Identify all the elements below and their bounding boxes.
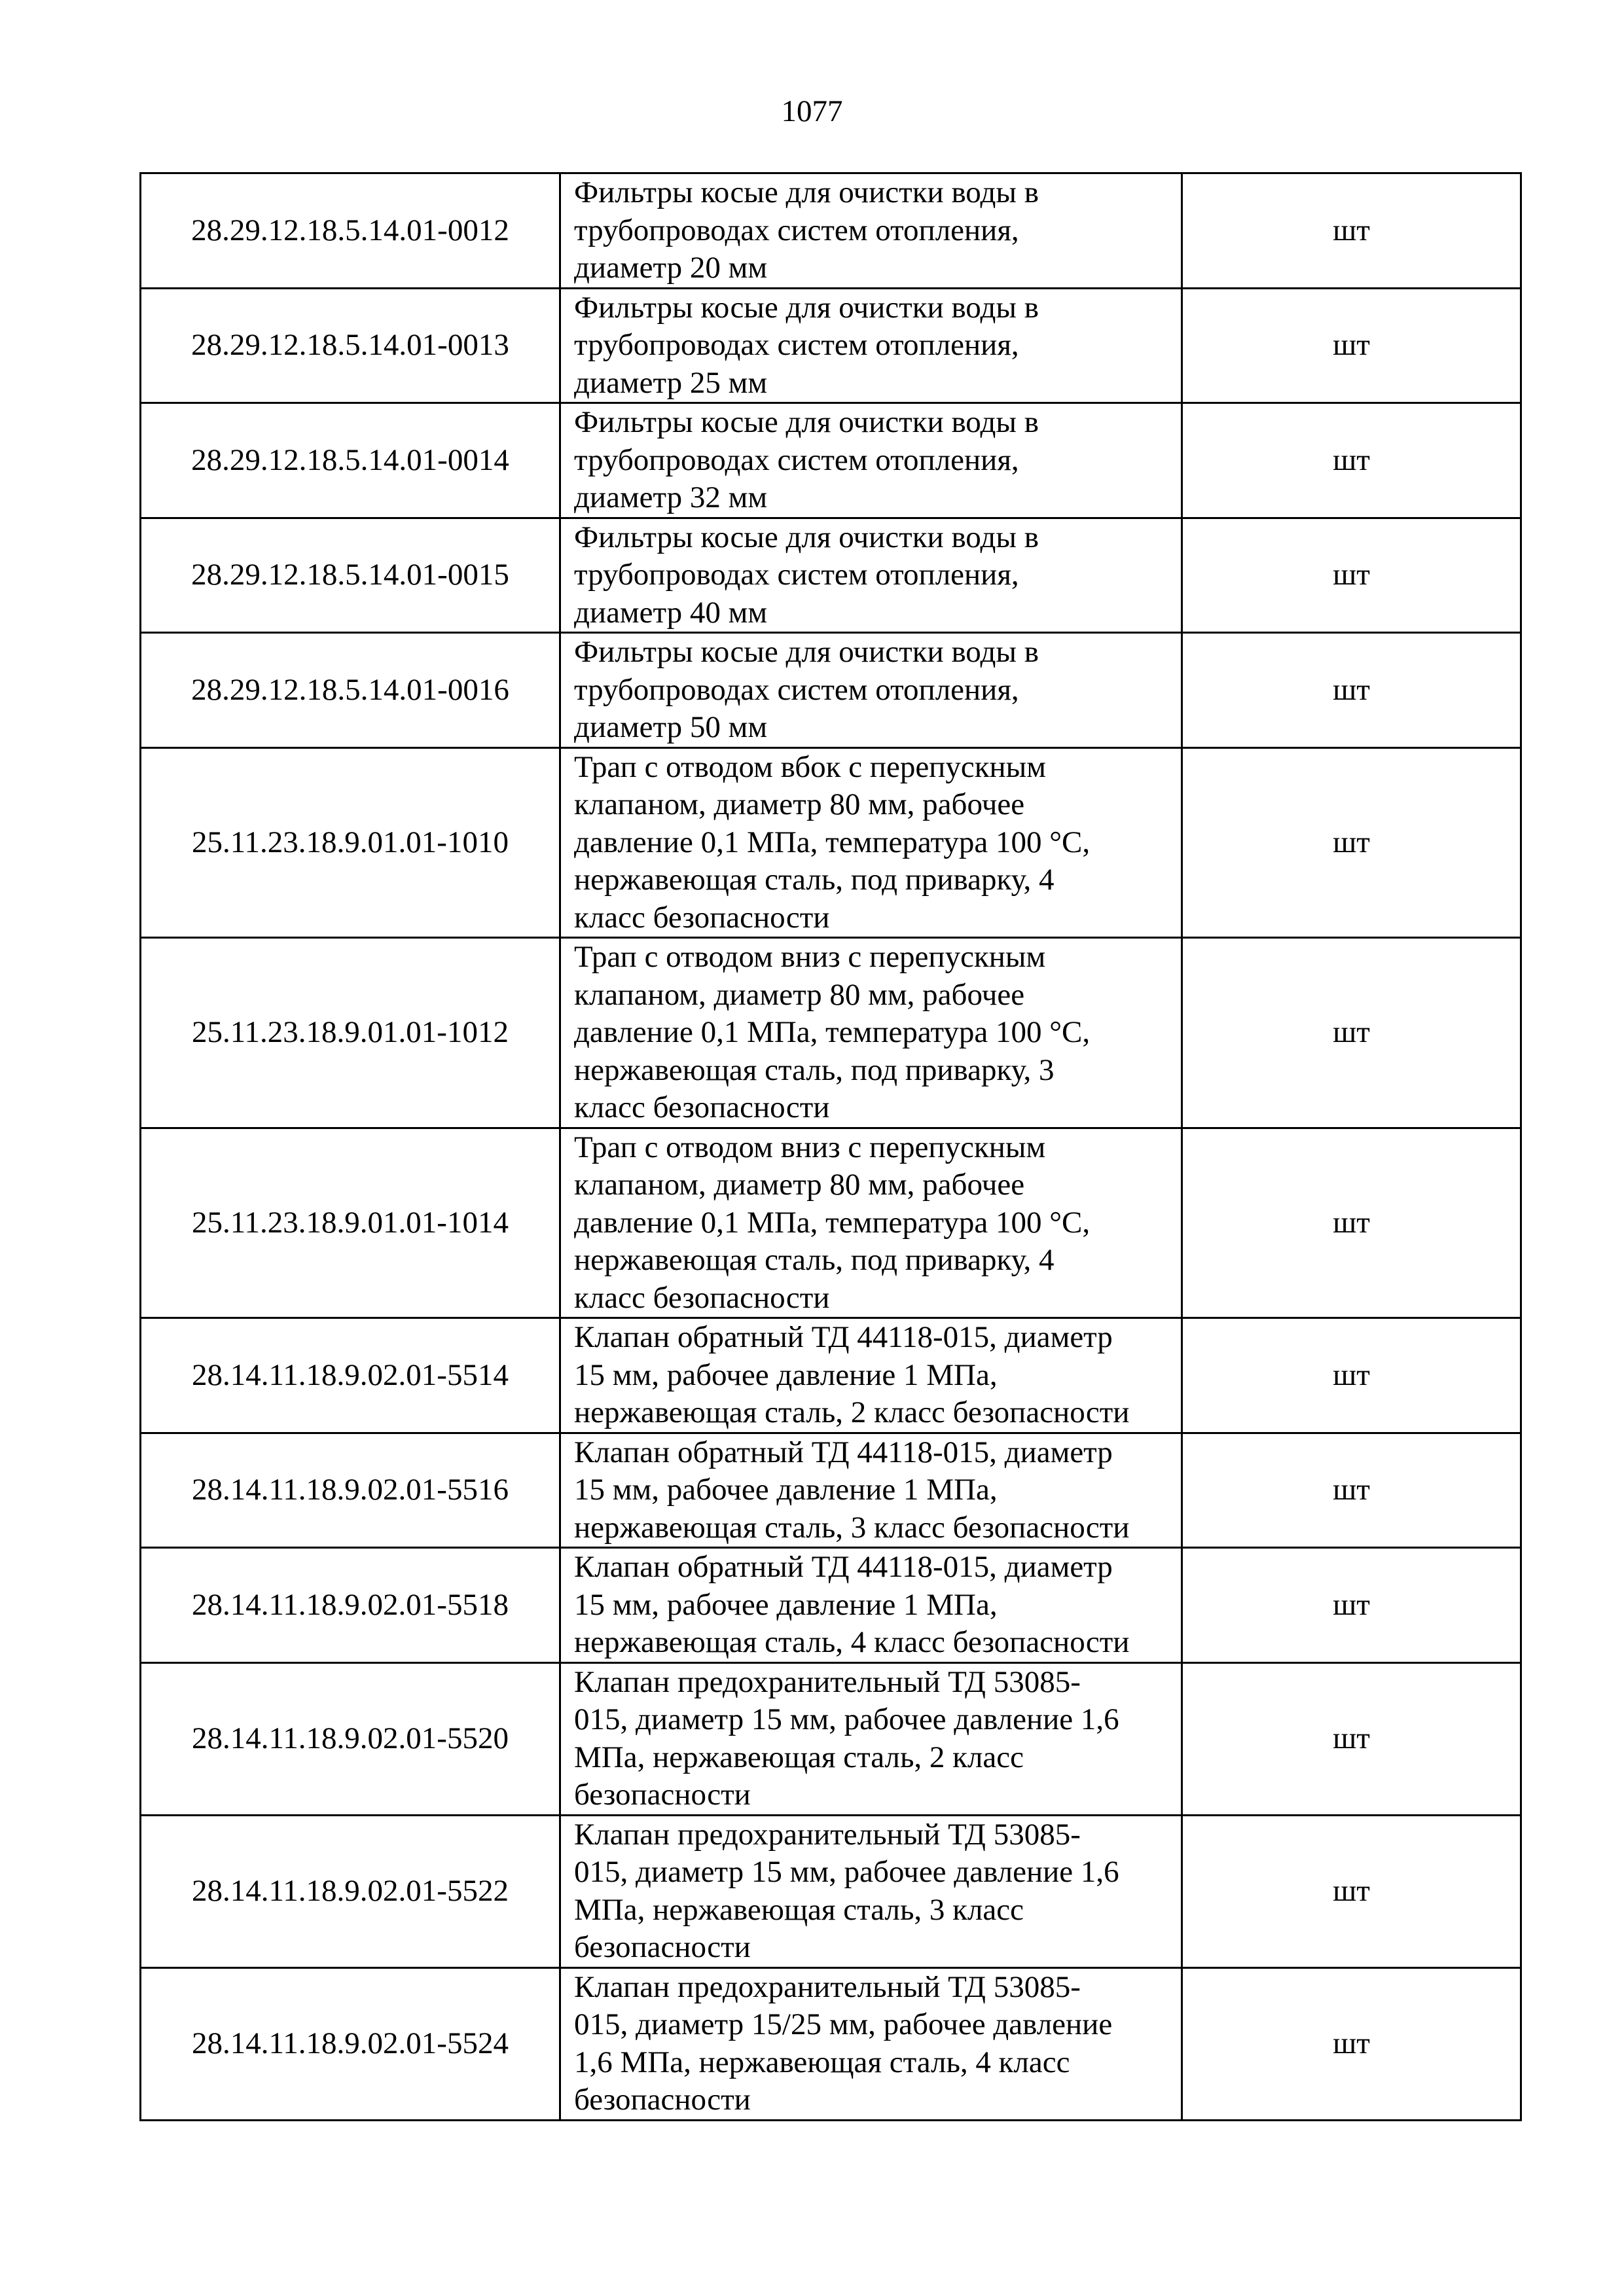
- resource-code: 28.14.11.18.9.02.01-5524: [141, 1967, 560, 2120]
- table-row: [141, 1815, 1521, 1967]
- resource-code: 28.29.12.18.5.14.01-0015: [141, 518, 560, 633]
- resource-code: 28.29.12.18.5.14.01-0013: [141, 288, 560, 403]
- resource-description: Фильтры косые для очистки воды в трубопроводах систем отопления, диаметр 50 мм: [560, 633, 1182, 748]
- unit-of-measure: шт: [1182, 938, 1521, 1128]
- unit-of-measure: шт: [1182, 633, 1521, 748]
- resource-code: 28.29.12.18.5.14.01-0016: [141, 633, 560, 748]
- resource-description: Клапан обратный ТД 44118-015, диаметр 15 мм, рабочее давление 1 МПа, нержавеющая сталь, 3 класс безопасности: [560, 1433, 1182, 1548]
- resource-code: 28.29.12.18.5.14.01-0014: [141, 403, 560, 518]
- resource-description: Трап с отводом вниз с перепускным клапаном, диаметр 80 мм, рабочее давление 0,1 МПа, температура 100 °С, нержавеющая сталь, под приварку, 4 класс безопасности: [560, 1128, 1182, 1318]
- resource-code: 28.14.11.18.9.02.01-5518: [141, 1548, 560, 1663]
- resource-code: 28.29.12.18.5.14.01-0012: [141, 173, 560, 289]
- unit-of-measure: шт: [1182, 747, 1521, 938]
- resource-description: Клапан предохранительный ТД 53085- 015, диаметр 15 мм, рабочее давление 1,6 МПа, нержавеющая сталь, 2 класс безопасности: [560, 1662, 1182, 1815]
- resource-code: 28.14.11.18.9.02.01-5516: [141, 1433, 560, 1548]
- page-number: 1077: [781, 94, 843, 128]
- resource-description: Трап с отводом вбок с перепускным клапаном, диаметр 80 мм, рабочее давление 0,1 МПа, температура 100 °С, нержавеющая сталь, под приварку, 4 класс безопасности: [560, 747, 1182, 938]
- unit-of-measure: шт: [1182, 518, 1521, 633]
- resource-description: Клапан обратный ТД 44118-015, диаметр 15 мм, рабочее давление 1 МПа, нержавеющая сталь, 4 класс безопасности: [560, 1548, 1182, 1663]
- table-row: [141, 518, 1521, 633]
- table-row: [141, 633, 1521, 748]
- resource-description: Клапан обратный ТД 44118-015, диаметр 15 мм, рабочее давление 1 МПа, нержавеющая сталь, 2 класс безопасности: [560, 1318, 1182, 1433]
- resource-description: Фильтры косые для очистки воды в трубопроводах систем отопления, диаметр 32 мм: [560, 403, 1182, 518]
- unit-of-measure: шт: [1182, 1662, 1521, 1815]
- resource-code: 25.11.23.18.9.01.01-1010: [141, 747, 560, 938]
- unit-of-measure: шт: [1182, 1967, 1521, 2120]
- resource-description: Трап с отводом вниз с перепускным клапаном, диаметр 80 мм, рабочее давление 0,1 МПа, температура 100 °С, нержавеющая сталь, под приварку, 3 класс безопасности: [560, 938, 1182, 1128]
- resource-description: Клапан предохранительный ТД 53085- 015, диаметр 15 мм, рабочее давление 1,6 МПа, нержавеющая сталь, 3 класс безопасности: [560, 1815, 1182, 1967]
- table-row: [141, 1128, 1521, 1318]
- resource-code: 28.14.11.18.9.02.01-5514: [141, 1318, 560, 1433]
- table-row: [141, 938, 1521, 1128]
- unit-of-measure: шт: [1182, 288, 1521, 403]
- table-row: [141, 1433, 1521, 1548]
- table-row: [141, 1662, 1521, 1815]
- unit-of-measure: шт: [1182, 1318, 1521, 1433]
- resource-code: 25.11.23.18.9.01.01-1014: [141, 1128, 560, 1318]
- table-row: [141, 288, 1521, 403]
- unit-of-measure: шт: [1182, 403, 1521, 518]
- table-row: [141, 1318, 1521, 1433]
- unit-of-measure: шт: [1182, 173, 1521, 289]
- unit-of-measure: шт: [1182, 1433, 1521, 1548]
- resource-description: Фильтры косые для очистки воды в трубопроводах систем отопления, диаметр 25 мм: [560, 288, 1182, 403]
- table-row: [141, 1967, 1521, 2120]
- resource-code: 28.14.11.18.9.02.01-5520: [141, 1662, 560, 1815]
- resource-description: Фильтры косые для очистки воды в трубопроводах систем отопления, диаметр 20 мм: [560, 173, 1182, 289]
- resource-code: 25.11.23.18.9.01.01-1012: [141, 938, 560, 1128]
- unit-of-measure: шт: [1182, 1128, 1521, 1318]
- table-row: [141, 1548, 1521, 1663]
- table-row: [141, 173, 1521, 289]
- unit-of-measure: шт: [1182, 1815, 1521, 1967]
- table-row: [141, 747, 1521, 938]
- resource-description: Клапан предохранительный ТД 53085- 015, диаметр 15/25 мм, рабочее давление 1,6 МПа, нержавеющая сталь, 4 класс безопасности: [560, 1967, 1182, 2120]
- resource-code: 28.14.11.18.9.02.01-5522: [141, 1815, 560, 1967]
- resource-table: [139, 172, 1522, 2121]
- table-row: [141, 403, 1521, 518]
- unit-of-measure: шт: [1182, 1548, 1521, 1663]
- resource-description: Фильтры косые для очистки воды в трубопроводах систем отопления, диаметр 40 мм: [560, 518, 1182, 633]
